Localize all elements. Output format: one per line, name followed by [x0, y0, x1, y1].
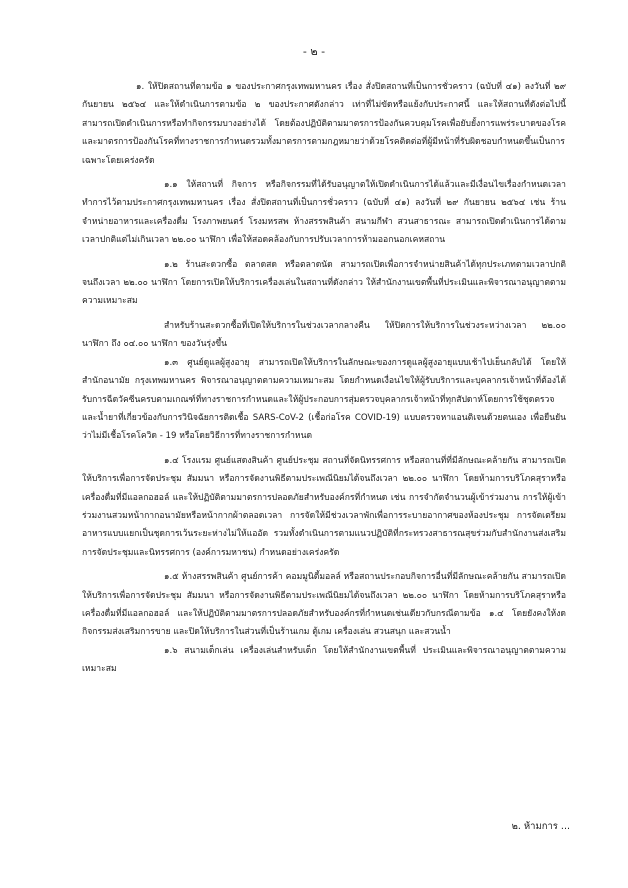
document-body [82, 78, 569, 679]
paragraph-1-5: ๑.๕ ห้างสรรพสินค้า ศูนย์การค้า คอมมูนิตี้มอลล์ หรือสถานประกอบกิจการอื่นที่มีลักษณะคล้ายกัน สามารถเปิดให้บริการเพื่อการจัดประชุม สัมมนา หรือการจัดงานพิธีตามประเพณีนิยมได้จนถึงเวลา ๒๒.๐๐ นาฬิกา โดยห้ามการบริโภคสุราหรือเครื่องดื่มที่มีแอลกอฮอล์ และให้ปฏิบัติตามมาตรการปลอดภัยสำหรับองค์กรที่กำหนดเช่นเดียวกับกรณีตามข้อ ๑.๔ โดยยังคงให้งดกิจกรรมส่งเสริมการขาย และปิดให้บริการในส่วนที่เป็นร้านเกม ตู้เกม เครื่องเล่น สวนสนุก และสวนน้ำ [82, 572, 566, 638]
paragraph-1-6: ๑.๖ สนามเด็กเล่น เครื่องเล่นสำหรับเด็ก โดยให้สำนักงานเขตพื้นที่ ประเมินและพิจารณาอนุญาตตามความเหมาะสม [82, 645, 566, 675]
paragraph-1: ๑. ให้ปิดสถานที่ตามข้อ ๑ ของประกาศกรุงเทพมหานคร เรื่อง สั่งปิดสถานที่เป็นการชั่วคราว (ฉบับที่ ๔๑) ลงวันที่ ๒๙ กันยายน ๒๕๖๔ และให้ดำเนินการตามข้อ ๒ ของประกาศดังกล่าว เท่าที่ไม่ขัดหรือแย้งกับประกาศนี้ และให้สถานที่ดังต่อไปนี้ สามารถเปิดดำเนินการหรือทำกิจกรรมบางอย่างได้ โดยต้องปฏิบัติตามมาตรการป้องกันควบคุมโรคเพื่อยับยั้งการแพร่ระบาดของโรคและมาตรการป้องกันโรคที่ทางราชการกำหนดรวมทั้งมาตรการตามกฎหมายว่าด้วยโรคติดต่อที่ผู้มีหน้าที่รับผิดชอบกำหนดขึ้นเป็นการเฉพาะโดยเคร่งครัด [82, 82, 569, 166]
paragraph-1-2-note: สำหรับร้านสะดวกซื้อที่เปิดให้บริการในช่วงเวลากลางคืน ให้ปิดการให้บริการในช่วงระหว่างเวลา ๒๒.๐๐ นาฬิกา ถึง ๐๔.๐๐ นาฬิกา ของวันรุ่งขึ้น [82, 320, 569, 350]
continuation-marker: ๒. ห้ามการ ... [511, 821, 570, 832]
page-number: - ๒ - [302, 45, 326, 58]
paragraph-1-1: ๑.๑ ให้สถานที่ กิจการ หรือกิจกรรมที่ได้รับอนุญาตให้เปิดดำเนินการได้แล้วและมีเงื่อนไขเรื่องกำหนดเวลาทำการไว้ตามประกาศกรุงเทพมหานคร เรื่อง สั่งปิดสถานที่เป็นการชั่วคราว (ฉบับที่ ๔๑) ลงวันที่ ๒๙ กันยายน ๒๕๖๔ เช่น ร้านจำหน่ายอาหารและเครื่องดื่ม โรงภาพยนตร์ โรงมหรสพ ห้างสรรพสินค้า สนามกีฬา สวนสาธารณะ สามารถเปิดดำเนินการได้ตามเวลาปกติแต่ไม่เกินเวลา ๒๒.๐๐ นาฬิกา เพื่อให้สอดคล้องกับการปรับเวลาการห้ามออกนอกเคหสถาน [82, 180, 566, 246]
paragraph-1-4: ๑.๔ โรงแรม ศูนย์แสดงสินค้า ศูนย์ประชุม สถานที่จัดนิทรรศการ หรือสถานที่ที่มีลักษณะคล้ายกัน สามารถเปิดให้บริการเพื่อการจัดประชุม สัมมนา หรือการจัดงานพิธีตามประเพณีนิยมได้จนถึงเวลา ๒๒.๐๐ นาฬิกา โดยห้ามการบริโภคสุราหรือเครื่องดื่มที่มีแอลกอฮอล์ และให้ปฏิบัติตามมาตรการปลอดภัยสำหรับองค์กรที่กำหนด เช่น การจำกัดจำนวนผู้เข้าร่วมงาน การให้ผู้เข้าร่วมงานสวมหน้ากากอนามัยหรือหน้ากากผ้าตลอดเวลา การจัดให้มีช่วงเวลาพักเพื่อการระบายอากาศของห้องประชุม การจัดเตรียมอาหารแบบแยกเป็นชุดการเว้นระยะห่างไม่ให้แออัด รวมทั้งดำเนินการตามแนวปฏิบัติที่กระทรวงสาธารณสุขร่วมกับสำนักงานส่งเสริมการจัดประชุมและนิทรรศการ (องค์การมหาชน) กำหนดอย่างเคร่งครัด [82, 455, 566, 558]
paragraph-1-3: ๑.๓ ศูนย์ดูแลผู้สูงอายุ สามารถเปิดให้บริการในลักษณะของการดูแลผู้สูงอายุแบบเช้าไปเย็นกลับได้ โดยให้สำนักอนามัย กรุงเทพมหานคร พิจารณาอนุญาตตามความเหมาะสม โดยกำหนดเงื่อนไขให้ผู้รับบริการและบุคลากรเจ้าหน้าที่ต้องได้รับการฉีดวัคซีนครบตามเกณฑ์ที่ทางราชการกำหนดและให้ผู้ประกอบการสุ่มตรวจบุคลากรเจ้าหน้าที่ทุกสัปดาห์โดยการใช้ชุดตรวจและน้ำยาที่เกี่ยวข้องกับการวินิจฉัยการติดเชื้อ SARS-CoV-2 (เชื้อก่อโรค COVID-19) แบบตรวจหาแอนติเจนด้วยตนเอง เพื่อยืนยันว่าไม่มีเชื้อโรคโควิด - 19 หรือโดยวิธีการที่ทางราชการกำหนด [82, 357, 566, 442]
paragraph-1-2: ๑.๒ ร้านสะดวกซื้อ ตลาดสด หรือตลาดนัด สามารถเปิดเพื่อการจำหน่ายสินค้าได้ทุกประเภทตามเวลาปกติจนถึงเวลา ๒๒.๐๐ นาฬิกา โดยการเปิดให้บริการเครื่องเล่นในสถานที่ดังกล่าว ให้สำนักงานเขตพื้นที่ประเมินและพิจารณาอนุญาตตามความเหมาะสม [82, 259, 566, 307]
